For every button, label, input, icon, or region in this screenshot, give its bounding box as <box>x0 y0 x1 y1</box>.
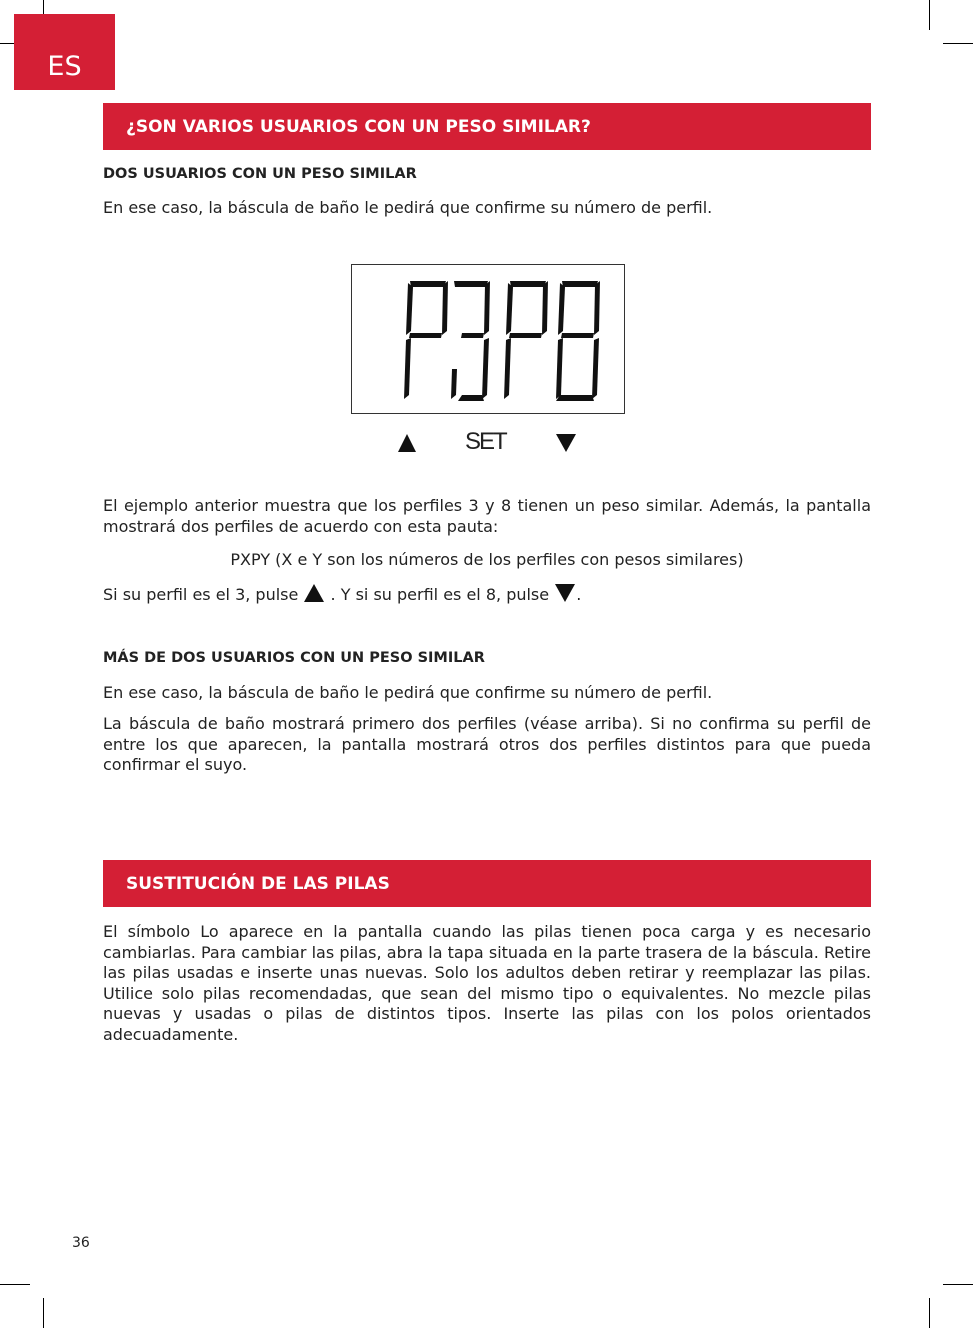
scale-display <box>351 264 625 414</box>
section-title: ¿SON VARIOS USUARIOS CON UN PESO SIMILAR? <box>126 116 591 137</box>
crop-mark <box>943 1284 973 1285</box>
paragraph-instruction <box>103 583 871 606</box>
lcd-digit-8 <box>556 281 600 401</box>
seven-segment-readout <box>352 265 624 413</box>
section-banner-similar-weight <box>103 103 871 150</box>
paragraph-more-users-2: La báscula de baño mostrará primero dos perfiles (véase arriba). Si no confirma su perfil de entre los que aparecen, la pantalla mostrará otros dos perfiles distintos para que pueda confirmar el suyo. <box>103 714 871 774</box>
set-button-label[interactable]: SET <box>465 428 506 455</box>
paragraph-more-users-1: En ese caso, la báscula de baño le pedirá que confirme su número de perfil. <box>103 683 713 702</box>
instruction-text: . Y si su perfil es el 8, pulse <box>330 585 550 604</box>
crop-mark <box>0 1284 30 1285</box>
paragraph-two-users: En ese caso, la báscula de baño le pedirá que confirme su número de perfil. <box>103 198 713 217</box>
section-title: SUSTITUCIÓN DE LAS PILAS <box>126 873 390 894</box>
paragraph-pattern: PXPY (X e Y son los números de los perfiles con pesos similares) <box>230 550 744 569</box>
subheading-two-users: DOS USUARIOS CON UN PESO SIMILAR <box>103 166 417 182</box>
down-triangle-icon <box>554 583 576 603</box>
crop-mark <box>943 43 973 44</box>
subheading-more-users: MÁS DE DOS USUARIOS CON UN PESO SIMILAR <box>103 650 485 666</box>
lcd-digit-p <box>404 281 448 399</box>
crop-mark <box>43 1298 44 1328</box>
page-number: 36 <box>72 1235 90 1251</box>
paragraph-batteries: El símbolo Lo aparece en la pantalla cuando las pilas tienen poca carga y es necesario cambiarlas. Para cambiar las pilas, abra la tapa situada en la parte trasera de la báscula. Retire las pilas usadas e inserte unas nuevas. Solo los adultos deben retirar y reemplazar las pilas. Utilice solo pilas recomendadas, que sean del mismo tipo o equivalentes. No mezcle pilas nuevas y usadas o pilas de distintos tipos. Inserte las pilas con los polos orientados adecuadamente. <box>103 922 871 1044</box>
down-triangle-icon[interactable] <box>555 433 577 453</box>
up-triangle-icon[interactable] <box>397 433 417 453</box>
crop-mark <box>929 0 930 30</box>
instruction-text: . <box>576 585 582 604</box>
crop-mark <box>929 1298 930 1328</box>
lcd-digit-p <box>504 281 548 399</box>
section-banner-batteries <box>103 860 871 907</box>
language-tab: ES <box>14 14 115 90</box>
lcd-digit-3 <box>451 281 490 401</box>
instruction-text: Si su perfil es el 3, pulse <box>103 585 299 604</box>
paragraph-example: El ejemplo anterior muestra que los perfiles 3 y 8 tienen un peso similar. Además, la pantalla mostrará dos perfiles de acuerdo con esta pauta: <box>103 496 871 536</box>
up-triangle-icon <box>303 583 325 603</box>
